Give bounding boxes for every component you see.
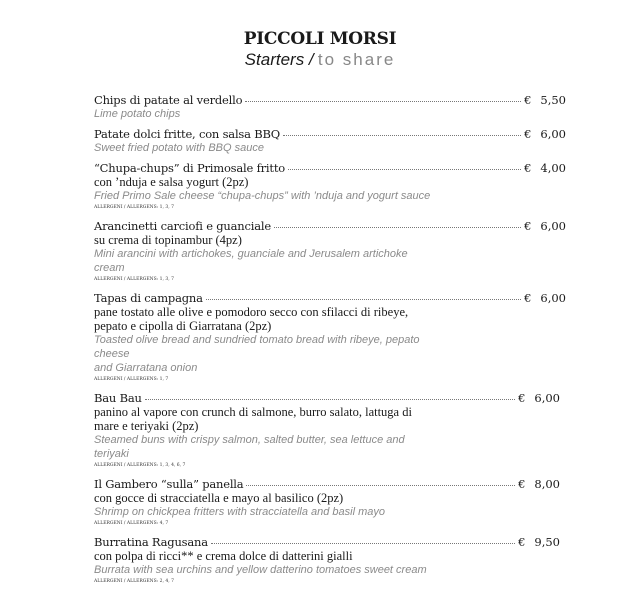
item-description-it: panino al vapore con crunch di salmone, burro salato, lattuga di [94,405,412,419]
menu-item [94,219,566,285]
price-value: 4,00 [540,161,566,175]
item-description-en: Shrimp on chickpea fritters with stracciatella and basil mayo [94,506,386,518]
item-description-it: con gocce di stracciatella e mayo al basilico (2pz) [94,491,344,505]
item-name: Patate dolci fritte, con salsa BBQ [94,127,280,141]
item-allergens: ALLERGENI / ALLERGENS: 1, 7 [94,377,169,382]
menu-item [94,161,566,213]
menu-item-header [94,535,560,549]
menu-item [94,477,566,529]
menu-item [94,127,566,155]
menu-list [94,93,566,593]
dot-leader [145,399,515,400]
menu-item [94,93,566,121]
menu-item [94,391,566,471]
item-description-en: Burrata with sea urchins and yellow datterino tomatoes sweet cream [94,564,427,576]
item-description-en: Toasted olive bread and sundried tomato bread with ribeye, pepato cheese [94,334,420,360]
subtitle-to-share: to share [317,50,396,69]
item-description-it: mare e teriyaki (2pz) [94,419,199,433]
dot-leader [283,135,521,136]
price-value: 6,00 [540,219,566,233]
menu-item-header [94,219,566,233]
price-value: 8,00 [534,477,560,491]
menu-item [94,291,566,385]
menu-item-header [94,127,566,141]
dot-leader [274,227,521,228]
menu-item-header [94,477,560,491]
menu-item-header [94,291,566,305]
price-value: 9,50 [534,535,560,549]
item-allergens: ALLERGENI / ALLERGENS: 1, 3, 7 [94,277,174,282]
item-description-it: con polpa di ricci** e crema dolce di datterini gialli [94,549,353,563]
item-description-en: Mini arancini with artichokes, guanciale and Jerusalem artichoke cream [94,248,408,274]
item-allergens: ALLERGENI / ALLERGENS: 1, 3, 7 [94,205,174,210]
menu-item-header [94,93,566,107]
price-value: 5,50 [540,93,566,107]
currency-symbol: € [518,391,526,405]
item-name: Bau Bau [94,391,142,405]
item-name: “Chupa-chups” di Primosale fritto [94,161,285,175]
item-description-en: Lime potato chips [94,108,181,120]
item-name: Chips di patate al verdello [94,93,243,107]
item-price [524,93,566,107]
currency-symbol: € [524,127,532,141]
item-description-en: and Giarratana onion [94,362,198,374]
item-allergens: ALLERGENI / ALLERGENS: 4, 7 [94,521,169,526]
currency-symbol: € [518,477,526,491]
item-allergens: ALLERGENI / ALLERGENS: 1, 3, 4, 6, 7 [94,463,186,468]
section-title: PICCOLI MORSI [243,29,397,49]
dot-leader [211,543,515,544]
dot-leader [206,299,521,300]
currency-symbol: € [524,161,532,175]
item-name: Il Gambero “sulla” panella [94,477,244,491]
item-description-it: pane tostato alle olive e pomodoro secco con sfilacci di ribeye, [94,305,409,319]
menu-item-header [94,161,566,175]
item-price [518,477,560,491]
subtitle-starters: Starters / [244,50,314,69]
item-price [524,127,566,141]
price-value: 6,00 [540,291,566,305]
currency-symbol: € [524,291,532,305]
item-price [518,535,560,549]
item-allergens: ALLERGENI / ALLERGENS: 2, 4, 7 [94,579,174,584]
item-price [518,391,560,405]
menu-item-header [94,391,560,405]
item-price [524,161,566,175]
price-value: 6,00 [540,127,566,141]
item-description-it: su crema di topinambur (4pz) [94,233,242,247]
menu-header [0,28,640,70]
item-description-en: Steamed buns with crispy salmon, salted butter, sea lettuce and teriyaki [94,434,405,460]
item-name: Arancinetti carciofi e guanciale [94,219,271,233]
dot-leader [245,101,521,102]
currency-symbol: € [524,219,532,233]
item-price [524,219,566,233]
item-name: Burratina Ragusana [94,535,208,549]
section-subtitle [0,50,640,70]
item-description-en: Fried Primo Sale cheese “chupa-chups” with ’nduja and yogurt sauce [94,190,431,202]
item-description-it: con ’nduja e salsa yogurt (2pz) [94,175,249,189]
menu-item [94,535,566,587]
dot-leader [288,169,521,170]
currency-symbol: € [518,535,526,549]
price-value: 6,00 [534,391,560,405]
item-name: Tapas di campagna [94,291,203,305]
item-price [524,291,566,305]
item-description-en: Sweet fried potato with BBQ sauce [94,142,264,154]
currency-symbol: € [524,93,532,107]
dot-leader [246,485,515,486]
item-description-it: pepato e cipolla di Giarratana (2pz) [94,319,272,333]
